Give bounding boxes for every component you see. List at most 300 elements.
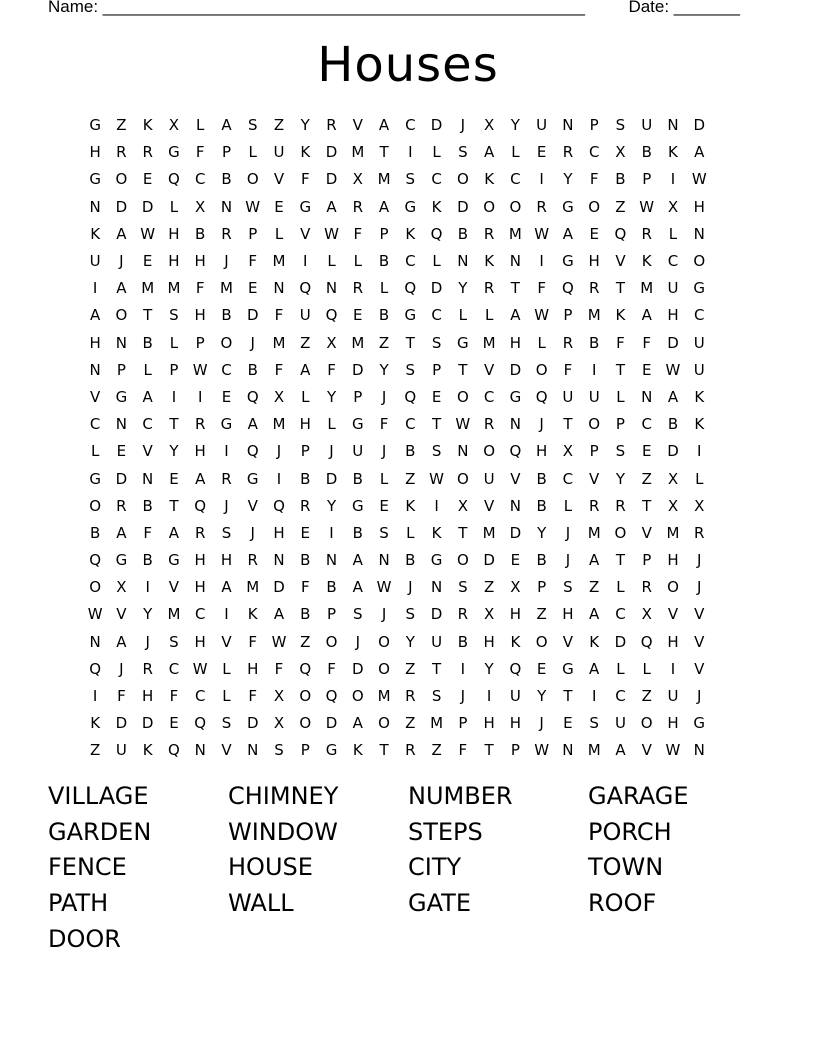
- grid-letter: H: [194, 578, 206, 597]
- grid-row: [82, 139, 738, 166]
- grid-letter: R: [194, 523, 206, 542]
- grid-letter: L: [90, 442, 100, 461]
- grid-letter: D: [325, 714, 338, 733]
- grid-letter: A: [300, 360, 311, 379]
- grid-letter: X: [641, 605, 652, 624]
- grid-letter: L: [563, 496, 573, 515]
- grid-letter: V: [641, 523, 652, 542]
- grid-letter: Q: [509, 442, 522, 461]
- word-bank-item: PATH: [48, 889, 109, 918]
- grid-letter: P: [432, 360, 442, 379]
- grid-letter: C: [562, 469, 574, 488]
- grid-letter: O: [667, 578, 679, 597]
- grid-letter: Z: [378, 333, 390, 352]
- grid-letter: B: [536, 496, 547, 515]
- grid-letter: E: [300, 523, 310, 542]
- grid-letter: Y: [510, 116, 520, 135]
- grid-letter: J: [145, 632, 150, 651]
- grid-letter: K: [405, 496, 416, 515]
- grid-letter: A: [142, 387, 153, 406]
- grid-letter: T: [169, 415, 179, 434]
- grid-letter: A: [116, 632, 127, 651]
- grid-letter: G: [562, 659, 574, 678]
- grid-letter: S: [431, 442, 442, 461]
- grid-letter: N: [693, 741, 705, 760]
- grid-letter: H: [299, 415, 311, 434]
- grid-letter: I: [670, 659, 676, 678]
- grid-letter: N: [194, 741, 206, 760]
- grid-letter: K: [405, 224, 416, 243]
- grid-letter: J: [381, 605, 387, 624]
- grid-letter: E: [169, 469, 179, 488]
- grid-letter: R: [641, 224, 652, 243]
- grid-letter: M: [167, 605, 181, 624]
- grid-letter: H: [667, 632, 679, 651]
- grid-letter: Y: [537, 687, 547, 706]
- grid-letter: M: [587, 306, 601, 325]
- grid-letter: Y: [169, 442, 179, 461]
- grid-letter: U: [588, 387, 600, 406]
- grid-letter: X: [694, 496, 705, 515]
- grid-letter: I: [197, 387, 203, 406]
- grid-row: [82, 493, 738, 520]
- grid-letter: N: [89, 360, 101, 379]
- grid-letter: R: [536, 197, 547, 216]
- grid-letter: R: [641, 578, 652, 597]
- grid-letter: F: [300, 578, 310, 597]
- grid-letter: H: [509, 714, 522, 733]
- grid-letter: Y: [563, 170, 573, 189]
- word-bank: [48, 778, 768, 956]
- grid-letter: U: [667, 279, 679, 298]
- grid-letter: N: [247, 741, 259, 760]
- grid-row: [82, 710, 738, 737]
- grid-letter: B: [352, 469, 363, 488]
- grid-letter: F: [300, 170, 310, 189]
- grid-letter: T: [615, 360, 626, 379]
- grid-letter: A: [116, 523, 127, 542]
- grid-letter: M: [640, 279, 654, 298]
- grid-letter: F: [117, 687, 126, 706]
- grid-letter: Z: [641, 469, 652, 488]
- grid-letter: Z: [405, 714, 416, 733]
- grid-letter: H: [168, 224, 180, 243]
- grid-letter: E: [641, 360, 652, 379]
- grid-letter: L: [301, 387, 310, 406]
- grid-letter: D: [115, 714, 128, 733]
- grid-letter: C: [168, 659, 180, 678]
- grid-letter: X: [326, 333, 337, 352]
- grid-letter: V: [667, 605, 679, 624]
- grid-letter: R: [457, 605, 469, 624]
- grid-letter: I: [224, 605, 229, 624]
- grid-letter: E: [116, 442, 127, 461]
- grid-row: [82, 438, 738, 465]
- grid-letter: X: [615, 143, 626, 162]
- grid-letter: D: [693, 116, 706, 135]
- grid-letter: Q: [535, 387, 548, 406]
- grid-letter: V: [221, 632, 232, 651]
- grid-letter: G: [246, 469, 259, 488]
- grid-letter: P: [221, 143, 231, 162]
- grid-letter: R: [352, 197, 363, 216]
- grid-letter: I: [486, 687, 492, 706]
- grid-letter: B: [326, 578, 337, 597]
- grid-letter: W: [534, 741, 550, 760]
- grid-letter: T: [379, 741, 389, 760]
- grid-letter: R: [194, 415, 206, 434]
- grid-letter: K: [431, 197, 442, 216]
- grid-letter: F: [616, 333, 625, 352]
- grid-letter: B: [667, 415, 679, 434]
- grid-letter: P: [353, 387, 363, 406]
- grid-letter: G: [351, 496, 364, 515]
- grid-letter: Q: [194, 714, 207, 733]
- grid-letter: Z: [116, 116, 127, 135]
- grid-letter: C: [615, 687, 626, 706]
- grid-letter: B: [247, 360, 258, 379]
- grid-letter: A: [589, 605, 600, 624]
- grid-letter: L: [668, 224, 678, 243]
- grid-letter: X: [273, 714, 285, 733]
- grid-letter: J: [119, 659, 124, 678]
- grid-letter: M: [508, 224, 522, 243]
- grid-letter: U: [509, 687, 521, 706]
- grid-letter: S: [221, 523, 232, 542]
- grid-letter: H: [509, 605, 522, 624]
- grid-letter: H: [89, 143, 101, 162]
- grid-letter: L: [169, 197, 179, 216]
- grid-letter: H: [194, 442, 206, 461]
- grid-letter: L: [484, 306, 494, 325]
- grid-letter: B: [352, 523, 363, 542]
- grid-letter: R: [405, 741, 416, 760]
- grid-letter: Q: [299, 659, 312, 678]
- grid-letter: D: [273, 578, 285, 597]
- grid-letter: L: [642, 659, 651, 678]
- grid-letter: S: [169, 306, 179, 325]
- grid-letter: D: [115, 469, 128, 488]
- grid-letter: Y: [326, 387, 337, 406]
- grid-letter: G: [299, 197, 312, 216]
- date-field-label[interactable]: Date: _______: [628, 0, 740, 16]
- grid-letter: E: [221, 387, 232, 406]
- grid-letter: A: [483, 143, 495, 162]
- grid-letter: D: [115, 197, 128, 216]
- grid-letter: L: [353, 252, 362, 271]
- grid-letter: D: [325, 469, 338, 488]
- grid-letter: Z: [483, 578, 495, 597]
- grid-letter: J: [224, 496, 229, 515]
- grid-letter: Q: [89, 551, 102, 570]
- grid-letter: N: [457, 252, 469, 271]
- grid-letter: U: [115, 741, 127, 760]
- grid-letter: M: [272, 333, 286, 352]
- grid-letter: E: [142, 170, 153, 189]
- grid-letter: W: [639, 197, 655, 216]
- grid-letter: T: [379, 143, 389, 162]
- grid-letter: F: [563, 360, 573, 379]
- grid-letter: G: [168, 551, 180, 570]
- grid-letter: Q: [168, 741, 180, 760]
- grid-letter: O: [378, 714, 390, 733]
- grid-letter: R: [562, 143, 574, 162]
- grid-letter: I: [171, 387, 177, 406]
- grid-letter: L: [616, 659, 625, 678]
- grid-letter: M: [482, 333, 496, 352]
- grid-letter: X: [273, 687, 285, 706]
- grid-letter: F: [274, 659, 284, 678]
- grid-letter: P: [300, 741, 310, 760]
- grid-row: [82, 629, 738, 656]
- grid-letter: J: [355, 632, 360, 651]
- grid-letter: J: [119, 252, 124, 271]
- name-field-label[interactable]: Name: ___________________________________________________: [48, 0, 585, 16]
- grid-letter: P: [589, 116, 599, 135]
- grid-letter: K: [300, 143, 311, 162]
- word-bank-item: DOOR: [48, 924, 121, 953]
- grid-letter: N: [509, 496, 521, 515]
- grid-letter: I: [591, 687, 597, 706]
- grid-letter: F: [642, 333, 652, 352]
- grid-letter: O: [483, 442, 496, 461]
- grid-letter: X: [457, 496, 468, 515]
- grid-row: [82, 166, 738, 193]
- grid-letter: O: [115, 306, 128, 325]
- grid-letter: C: [405, 116, 416, 135]
- grid-letter: M: [351, 333, 365, 352]
- grid-letter: Z: [89, 741, 101, 760]
- grid-letter: N: [220, 197, 233, 216]
- grid-letter: J: [539, 415, 544, 434]
- grid-letter: O: [483, 197, 496, 216]
- grid-letter: B: [536, 551, 547, 570]
- grid-letter: U: [273, 143, 285, 162]
- grid-letter: R: [483, 415, 495, 434]
- grid-letter: K: [142, 116, 153, 135]
- grid-letter: Y: [300, 116, 310, 135]
- grid-letter: O: [89, 496, 102, 515]
- grid-letter: V: [247, 496, 258, 515]
- grid-letter: H: [483, 632, 495, 651]
- grid-letter: K: [484, 170, 495, 189]
- grid-letter: D: [430, 116, 443, 135]
- grid-letter: M: [141, 279, 155, 298]
- grid-letter: F: [274, 306, 284, 325]
- grid-letter: L: [432, 252, 441, 271]
- grid-letter: N: [273, 551, 285, 570]
- grid-letter: P: [589, 442, 599, 461]
- grid-letter: R: [142, 659, 153, 678]
- grid-letter: A: [352, 578, 363, 597]
- grid-letter: S: [169, 632, 179, 651]
- grid-letter: W: [534, 224, 550, 243]
- word-bank-item: GARAGE: [588, 782, 689, 810]
- grid-letter: H: [273, 523, 285, 542]
- grid-letter: N: [457, 442, 469, 461]
- grid-letter: B: [457, 224, 468, 243]
- grid-letter: T: [510, 279, 520, 298]
- grid-letter: R: [694, 523, 705, 542]
- grid-letter: L: [616, 578, 625, 597]
- grid-letter: L: [379, 279, 389, 298]
- grid-letter: L: [537, 333, 546, 352]
- grid-letter: R: [300, 496, 311, 515]
- grid-letter: Q: [325, 687, 338, 706]
- grid-letter: H: [168, 252, 180, 271]
- word-bank-item: PORCH: [588, 817, 672, 846]
- grid-letter: T: [615, 279, 626, 298]
- grid-letter: Q: [404, 387, 417, 406]
- grid-letter: C: [221, 360, 232, 379]
- grid-letter: C: [194, 605, 206, 624]
- grid-letter: U: [693, 333, 705, 352]
- grid-letter: G: [89, 170, 101, 189]
- grid-letter: F: [169, 687, 179, 706]
- grid-letter: C: [510, 170, 521, 189]
- grid-letter: K: [484, 252, 495, 271]
- grid-letter: O: [535, 632, 548, 651]
- grid-letter: X: [352, 170, 363, 189]
- grid-letter: W: [245, 197, 261, 216]
- word-bank-item: WALL: [228, 889, 294, 918]
- grid-letter: J: [276, 442, 282, 461]
- grid-letter: L: [169, 333, 179, 352]
- grid-letter: P: [510, 741, 520, 760]
- grid-letter: H: [247, 659, 259, 678]
- grid-letter: D: [352, 659, 364, 678]
- grid-letter: V: [352, 116, 363, 135]
- grid-letter: K: [694, 415, 705, 434]
- grid-letter: M: [377, 170, 391, 189]
- grid-letter: B: [615, 170, 626, 189]
- grid-letter: B: [142, 496, 153, 515]
- grid-letter: K: [641, 252, 652, 271]
- grid-letter: F: [248, 252, 258, 271]
- grid-letter: L: [327, 415, 336, 434]
- grid-letter: H: [220, 551, 233, 570]
- grid-letter: I: [697, 442, 702, 461]
- grid-letter: K: [90, 714, 101, 733]
- grid-letter: M: [167, 279, 181, 298]
- grid-letter: G: [562, 252, 574, 271]
- grid-row: [82, 737, 738, 764]
- grid-letter: N: [430, 578, 443, 597]
- grid-letter: B: [221, 170, 232, 189]
- grid-letter: J: [539, 714, 544, 733]
- grid-letter: B: [221, 306, 232, 325]
- grid-letter: V: [589, 469, 600, 488]
- grid-letter: S: [221, 714, 232, 733]
- grid-letter: T: [458, 523, 468, 542]
- grid-letter: J: [250, 523, 255, 542]
- grid-letter: G: [457, 333, 469, 352]
- grid-letter: N: [509, 252, 521, 271]
- grid-letter: O: [456, 170, 469, 189]
- grid-letter: B: [142, 333, 153, 352]
- grid-letter: J: [460, 687, 466, 706]
- grid-letter: S: [379, 523, 389, 542]
- grid-letter: G: [562, 197, 574, 216]
- grid-letter: C: [89, 415, 101, 434]
- grid-letter: P: [379, 224, 389, 243]
- grid-letter: Z: [615, 197, 626, 216]
- grid-row: [82, 194, 738, 221]
- grid-letter: L: [695, 469, 704, 488]
- grid-letter: A: [352, 551, 363, 570]
- grid-letter: A: [378, 197, 390, 216]
- grid-letter: D: [509, 523, 522, 542]
- grid-letter: T: [563, 687, 573, 706]
- grid-letter: C: [667, 252, 679, 271]
- word-bank-item: CITY: [408, 853, 462, 882]
- grid-letter: I: [276, 469, 282, 488]
- grid-letter: V: [483, 496, 495, 515]
- grid-letter: R: [326, 116, 337, 135]
- grid-letter: O: [351, 687, 364, 706]
- grid-letter: H: [194, 306, 206, 325]
- grid-letter: V: [615, 252, 626, 271]
- grid-letter: W: [192, 360, 208, 379]
- grid-letter: L: [379, 469, 389, 488]
- grid-letter: J: [250, 333, 255, 352]
- grid-letter: A: [378, 116, 390, 135]
- grid-letter: P: [537, 578, 547, 597]
- grid-letter: R: [588, 279, 600, 298]
- grid-letter: F: [327, 659, 336, 678]
- grid-letter: K: [510, 632, 521, 651]
- grid-letter: V: [562, 632, 574, 651]
- grid-letter: A: [221, 578, 232, 597]
- grid-letter: K: [431, 523, 442, 542]
- grid-letter: Z: [405, 659, 416, 678]
- grid-letter: R: [116, 496, 127, 515]
- grid-letter: L: [222, 659, 231, 678]
- grid-letter: H: [509, 333, 522, 352]
- grid-letter: A: [116, 279, 127, 298]
- grid-letter: B: [536, 469, 547, 488]
- grid-letter: S: [458, 143, 468, 162]
- grid-letter: C: [194, 170, 206, 189]
- word-bank-item: TOWN: [588, 853, 664, 882]
- grid-letter: W: [429, 469, 444, 488]
- grid-letter: U: [641, 116, 653, 135]
- grid-letter: R: [247, 551, 258, 570]
- grid-letter: Z: [300, 632, 311, 651]
- grid-letter: I: [329, 523, 334, 542]
- grid-letter: I: [408, 143, 413, 162]
- grid-letter: I: [224, 442, 229, 461]
- grid-letter: O: [614, 523, 627, 542]
- grid-letter: Q: [299, 279, 312, 298]
- grid-letter: Q: [246, 387, 259, 406]
- grid-letter: S: [589, 714, 599, 733]
- grid-letter: Z: [405, 469, 416, 488]
- grid-letter: F: [458, 741, 468, 760]
- grid-letter: Z: [300, 333, 311, 352]
- grid-row: [82, 248, 738, 275]
- grid-row: [82, 547, 738, 574]
- grid-letter: O: [220, 333, 233, 352]
- grid-letter: A: [641, 306, 652, 325]
- word-bank-item: HOUSE: [228, 853, 313, 882]
- grid-letter: O: [456, 469, 469, 488]
- grid-letter: X: [510, 578, 521, 597]
- grid-letter: Q: [509, 659, 522, 678]
- grid-letter: V: [694, 632, 705, 651]
- grid-letter: A: [221, 116, 232, 135]
- grid-letter: G: [430, 551, 443, 570]
